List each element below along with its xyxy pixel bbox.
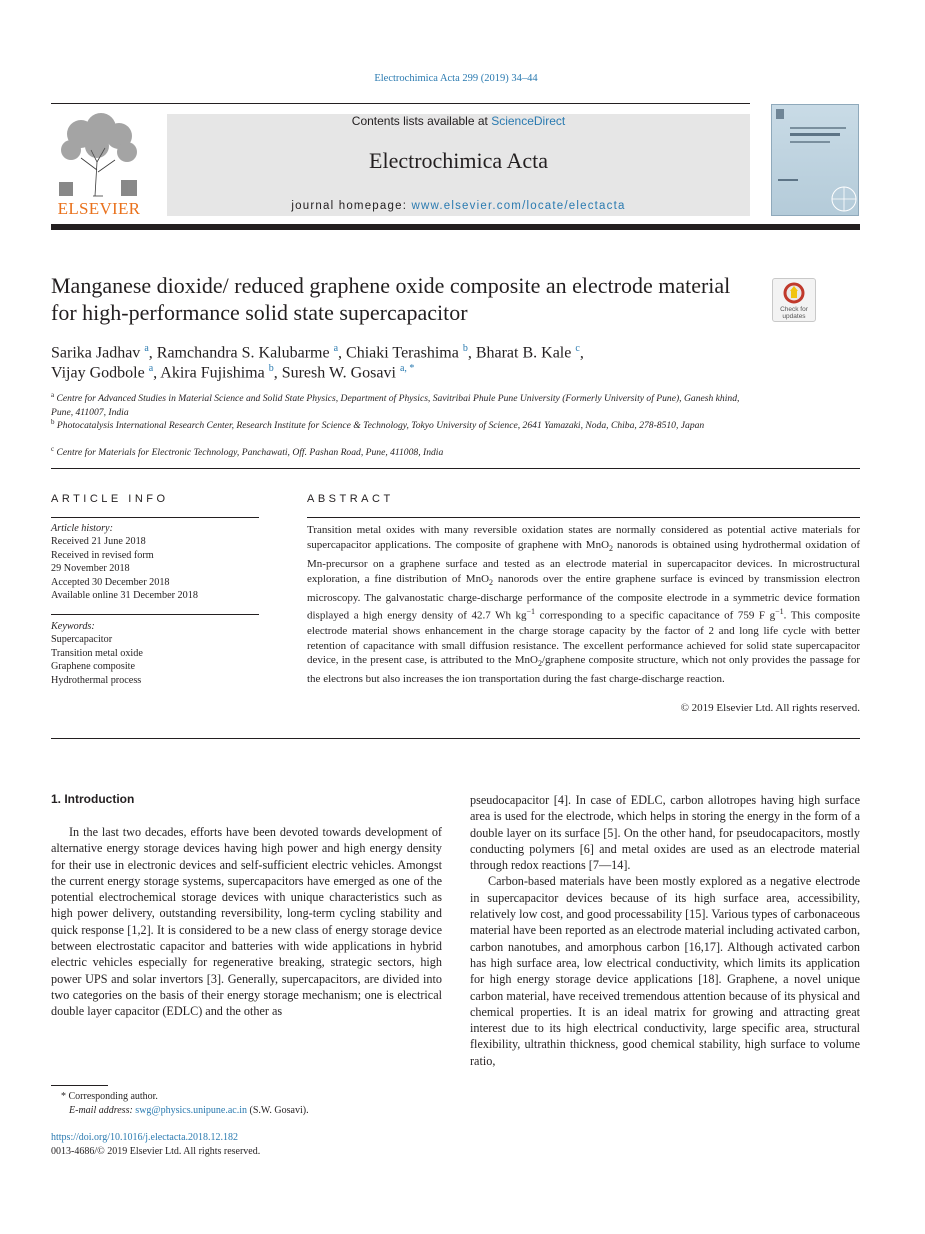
journal-name: Electrochimica Acta — [369, 148, 548, 173]
keywords-rule — [51, 614, 259, 615]
article-history — [51, 522, 259, 602]
author-name[interactable]: Suresh W. Gosavi — [281, 364, 396, 382]
affiliation-text: Centre for Materials for Electronic Technology, Panchawati, Off. Pashan Road, Pune, 411008, India — [56, 447, 444, 459]
contents-prefix: Contents lists available at — [351, 114, 492, 128]
abstract-part: Transition metal oxides with many reversible oxidation states are normally considered as potential active materials for supercapacitor applications. The composite of graphene with MnO — [307, 524, 860, 551]
author-affil-sup[interactable]: a, * — [399, 363, 415, 374]
body-paragraph: pseudocapacitor [4]. In case of EDLC, carbon allotropes having high surface area is used for the electrode, which helps in storing the energy in the form of a double layer on its surface [5]. On the other hand, for pseudocapacitors, mostly conducting polymers [6] and metal oxides are used as an electrode material through redox reactions [7—14]. — [470, 793, 860, 873]
affiliation-c — [51, 443, 756, 460]
affiliation-sup: c — [51, 445, 55, 453]
affiliation-text: Photocatalysis International Research Center, Research Institute for Science & Technology, Tokyo University of Science, 2641 Yamazaki, Noda, Chiba, 278-8510, Japan — [56, 420, 705, 432]
author-name[interactable]: Sarika Jadhav — [51, 344, 141, 362]
keywords-label: Keywords: — [51, 621, 95, 632]
abstract-heading: ABSTRACT — [307, 493, 394, 505]
email-line — [51, 1104, 451, 1118]
homepage-link[interactable]: www.elsevier.com/locate/electacta — [411, 200, 626, 212]
svg-text:updates: updates — [782, 313, 806, 320]
history-item: Received 21 June 2018 — [51, 536, 146, 548]
elsevier-logo — [51, 112, 147, 216]
subscript: 2 — [537, 659, 542, 669]
journal-citation[interactable]: Electrochimica Acta 299 (2019) 34–44 — [374, 73, 538, 84]
affiliation-text: Centre for Advanced Studies in Material Science and Solid State Physics, Department of Physics, Savitribai Phule Pune University (Formerly University of Pune), Ganesh khind, Pune, 411007, India — [51, 393, 740, 418]
author-affil-sup[interactable]: b — [462, 343, 468, 354]
author-name[interactable]: Chiaki Terashima — [346, 344, 459, 362]
keyword: Supercapacitor — [51, 634, 113, 646]
abstract-part: /graphene composite structure, which not only provides the passage for the electrons but also increases the ion transportation during the fast charge-discharge reaction. — [307, 654, 860, 686]
abstract-copyright: © 2019 Elsevier Ltd. All rights reserved. — [680, 702, 860, 714]
history-label: Article history: — [51, 523, 113, 534]
author-line-2: Vijay Godbole $^a$, Akira Fujishima $^b$, Suresh W. Gosavi $^{a, *}$ — [51, 363, 415, 382]
affiliation-b — [51, 416, 756, 433]
issn-copyright: 0013-4686/© 2019 Elsevier Ltd. All rights reserved. — [51, 1146, 261, 1157]
affiliation-sup: b — [51, 418, 55, 426]
abstract-part: corresponding to a specific capacitance of 759 F g — [535, 610, 776, 623]
abstract-part: . This composite electrode material shows enhancement in the charge storage capacity by the factor of 2 and long life cycle with better retention of capacitance with small diffusion resistance. The excellent performance achieved for solid state supercapacitor device, in the present case, is attributed to the MnO — [307, 610, 861, 667]
journal-homepage-line — [167, 200, 750, 212]
abstract-part: nanorods over the entire graphene surface is evinced by transmission electron microscopy. The galvanostatic charge-discharge performance of the composite electrode in a symmetric device formation displayed a high energy density of 42.7 Wh kg — [307, 572, 860, 623]
author-affil-sup[interactable]: a — [148, 363, 154, 374]
affiliation-a — [51, 389, 756, 419]
history-item: 29 November 2018 — [51, 563, 130, 575]
footnote-rule — [51, 1085, 108, 1086]
header-top-rule — [51, 103, 750, 104]
left-column — [51, 824, 442, 1020]
author-name[interactable]: Akira Fujishima — [160, 364, 265, 382]
doi-link[interactable]: https://doi.org/10.1016/j.electacta.2018.12.182 — [51, 1132, 239, 1143]
footnote — [51, 1090, 451, 1117]
superscript: −1 — [775, 607, 784, 617]
abstract-part: nanorods is obtained using hydrothermal oxidation of Mn-precursor on a graphene surface and tested as an electrode material in supercapacitor devices. In microstructural exploration, a fine distribution of MnO — [307, 538, 860, 585]
check-for-updates-button[interactable] — [772, 278, 816, 322]
corresponding-author-note: * Corresponding author. — [61, 1091, 158, 1102]
header-thick-rule — [51, 224, 860, 230]
abstract-rule — [307, 517, 860, 518]
article-info-heading: ARTICLE INFO — [51, 493, 169, 505]
email-link[interactable]: swg@physics.unipune.ac.in — [135, 1104, 247, 1116]
sciencedirect-link[interactable]: ScienceDirect — [491, 114, 566, 128]
body-paragraph: In the last two decades, efforts have been devoted towards development of alternative energy storage devices having high power and high energy density for their use in electronic devices and self-sufficient electric vehicles. Amongst the current energy storage systems, supercapacitors have emerged as one of the potential electrochemical storage devices with unique characteristics such as high power delivery, outstanding reversibility, long-term cycling stability and quick response [1,2]. It is considered to be a new class of energy storage device between electrostatic capacitor and batteries with wide applications in hybrid electric vehicles especially for regenerative breaking, strategic sectors, high power UPS and solar invertors [3]. Generally, supercapacitors, are divided into two categories on the basis of their energy storage mechanism; one is electrical double layer capacitor (EDLC) and the other as — [51, 825, 442, 1019]
subscript: 2 — [609, 543, 614, 553]
author-name[interactable]: Bharat B. Kale — [475, 344, 572, 362]
keyword: Hydrothermal process — [51, 674, 142, 686]
author-name[interactable]: Ramchandra S. Kalubarme — [156, 344, 330, 362]
section-heading-introduction: 1. Introduction — [51, 792, 135, 806]
article-info-rule — [51, 517, 259, 518]
journal-cover-art — [772, 105, 858, 215]
subscript: 2 — [489, 577, 494, 587]
journal-cover-thumbnail[interactable] — [771, 104, 859, 216]
keywords-block — [51, 620, 259, 687]
elsevier-tree-icon — [51, 112, 147, 200]
keyword: Graphene composite — [51, 661, 136, 673]
author-affil-sup[interactable]: a — [333, 343, 339, 354]
email-suffix: (S.W. Gosavi). — [247, 1104, 309, 1116]
right-column — [470, 792, 860, 1069]
affiliation-sup: a — [51, 391, 55, 399]
contents-line — [167, 114, 750, 128]
homepage-prefix: journal homepage: — [291, 200, 412, 212]
affiliation-rule — [51, 468, 860, 469]
history-item: Available online 31 December 2018 — [51, 590, 198, 602]
author-affil-sup[interactable]: c — [575, 343, 580, 354]
abstract-text — [307, 523, 860, 687]
svg-text:Check for: Check for — [780, 306, 808, 313]
abstract-bottom-rule — [51, 738, 860, 739]
superscript: −1 — [526, 607, 536, 617]
article-title: Manganese dioxide/ reduced graphene oxide composite an electrode material for high-performance solid state supercapacitor — [51, 273, 731, 325]
history-item: Received in revised form — [51, 549, 154, 561]
body-paragraph: Carbon-based materials have been mostly explored as a negative electrode in supercapacitor devices because of its high surface area, accessibility, relatively low cost, and good processability [15]. Various types of carbonaceous material have been reported as an electrode material including activated carbon, carbon nanotubes, and amorphous carbon [16,17]. Although activated carbon has high surface area, low electrical conductivity, which limits its application for high energy storage device applications [18]. Graphene, a novel unique carbon material, have received tremendous attention because of its physical and chemical properties. It is an ideal matrix for growing and attracting great interest due to its high electrical conductivity, large specific area, structural flexibility, ultrathin thickness, good chemical stability, high surface to volume ratio, — [470, 874, 860, 1068]
elsevier-wordmark: ELSEVIER — [57, 199, 141, 218]
email-label: E-mail address: — [69, 1104, 136, 1116]
author-line-1: Sarika Jadhav $^a$, Ramchandra S. Kalubarme $^a$, Chiaki Terashima $^b$, Bharat B. Kale $^c$, — [51, 343, 584, 362]
keyword: Transition metal oxide — [51, 647, 143, 659]
author-affil-sup[interactable]: b — [268, 363, 274, 374]
author-name[interactable]: Vijay Godbole — [51, 364, 145, 382]
history-item: Accepted 30 December 2018 — [51, 576, 170, 588]
author-affil-sup[interactable]: a — [144, 343, 149, 354]
check-updates-icon — [773, 279, 815, 321]
